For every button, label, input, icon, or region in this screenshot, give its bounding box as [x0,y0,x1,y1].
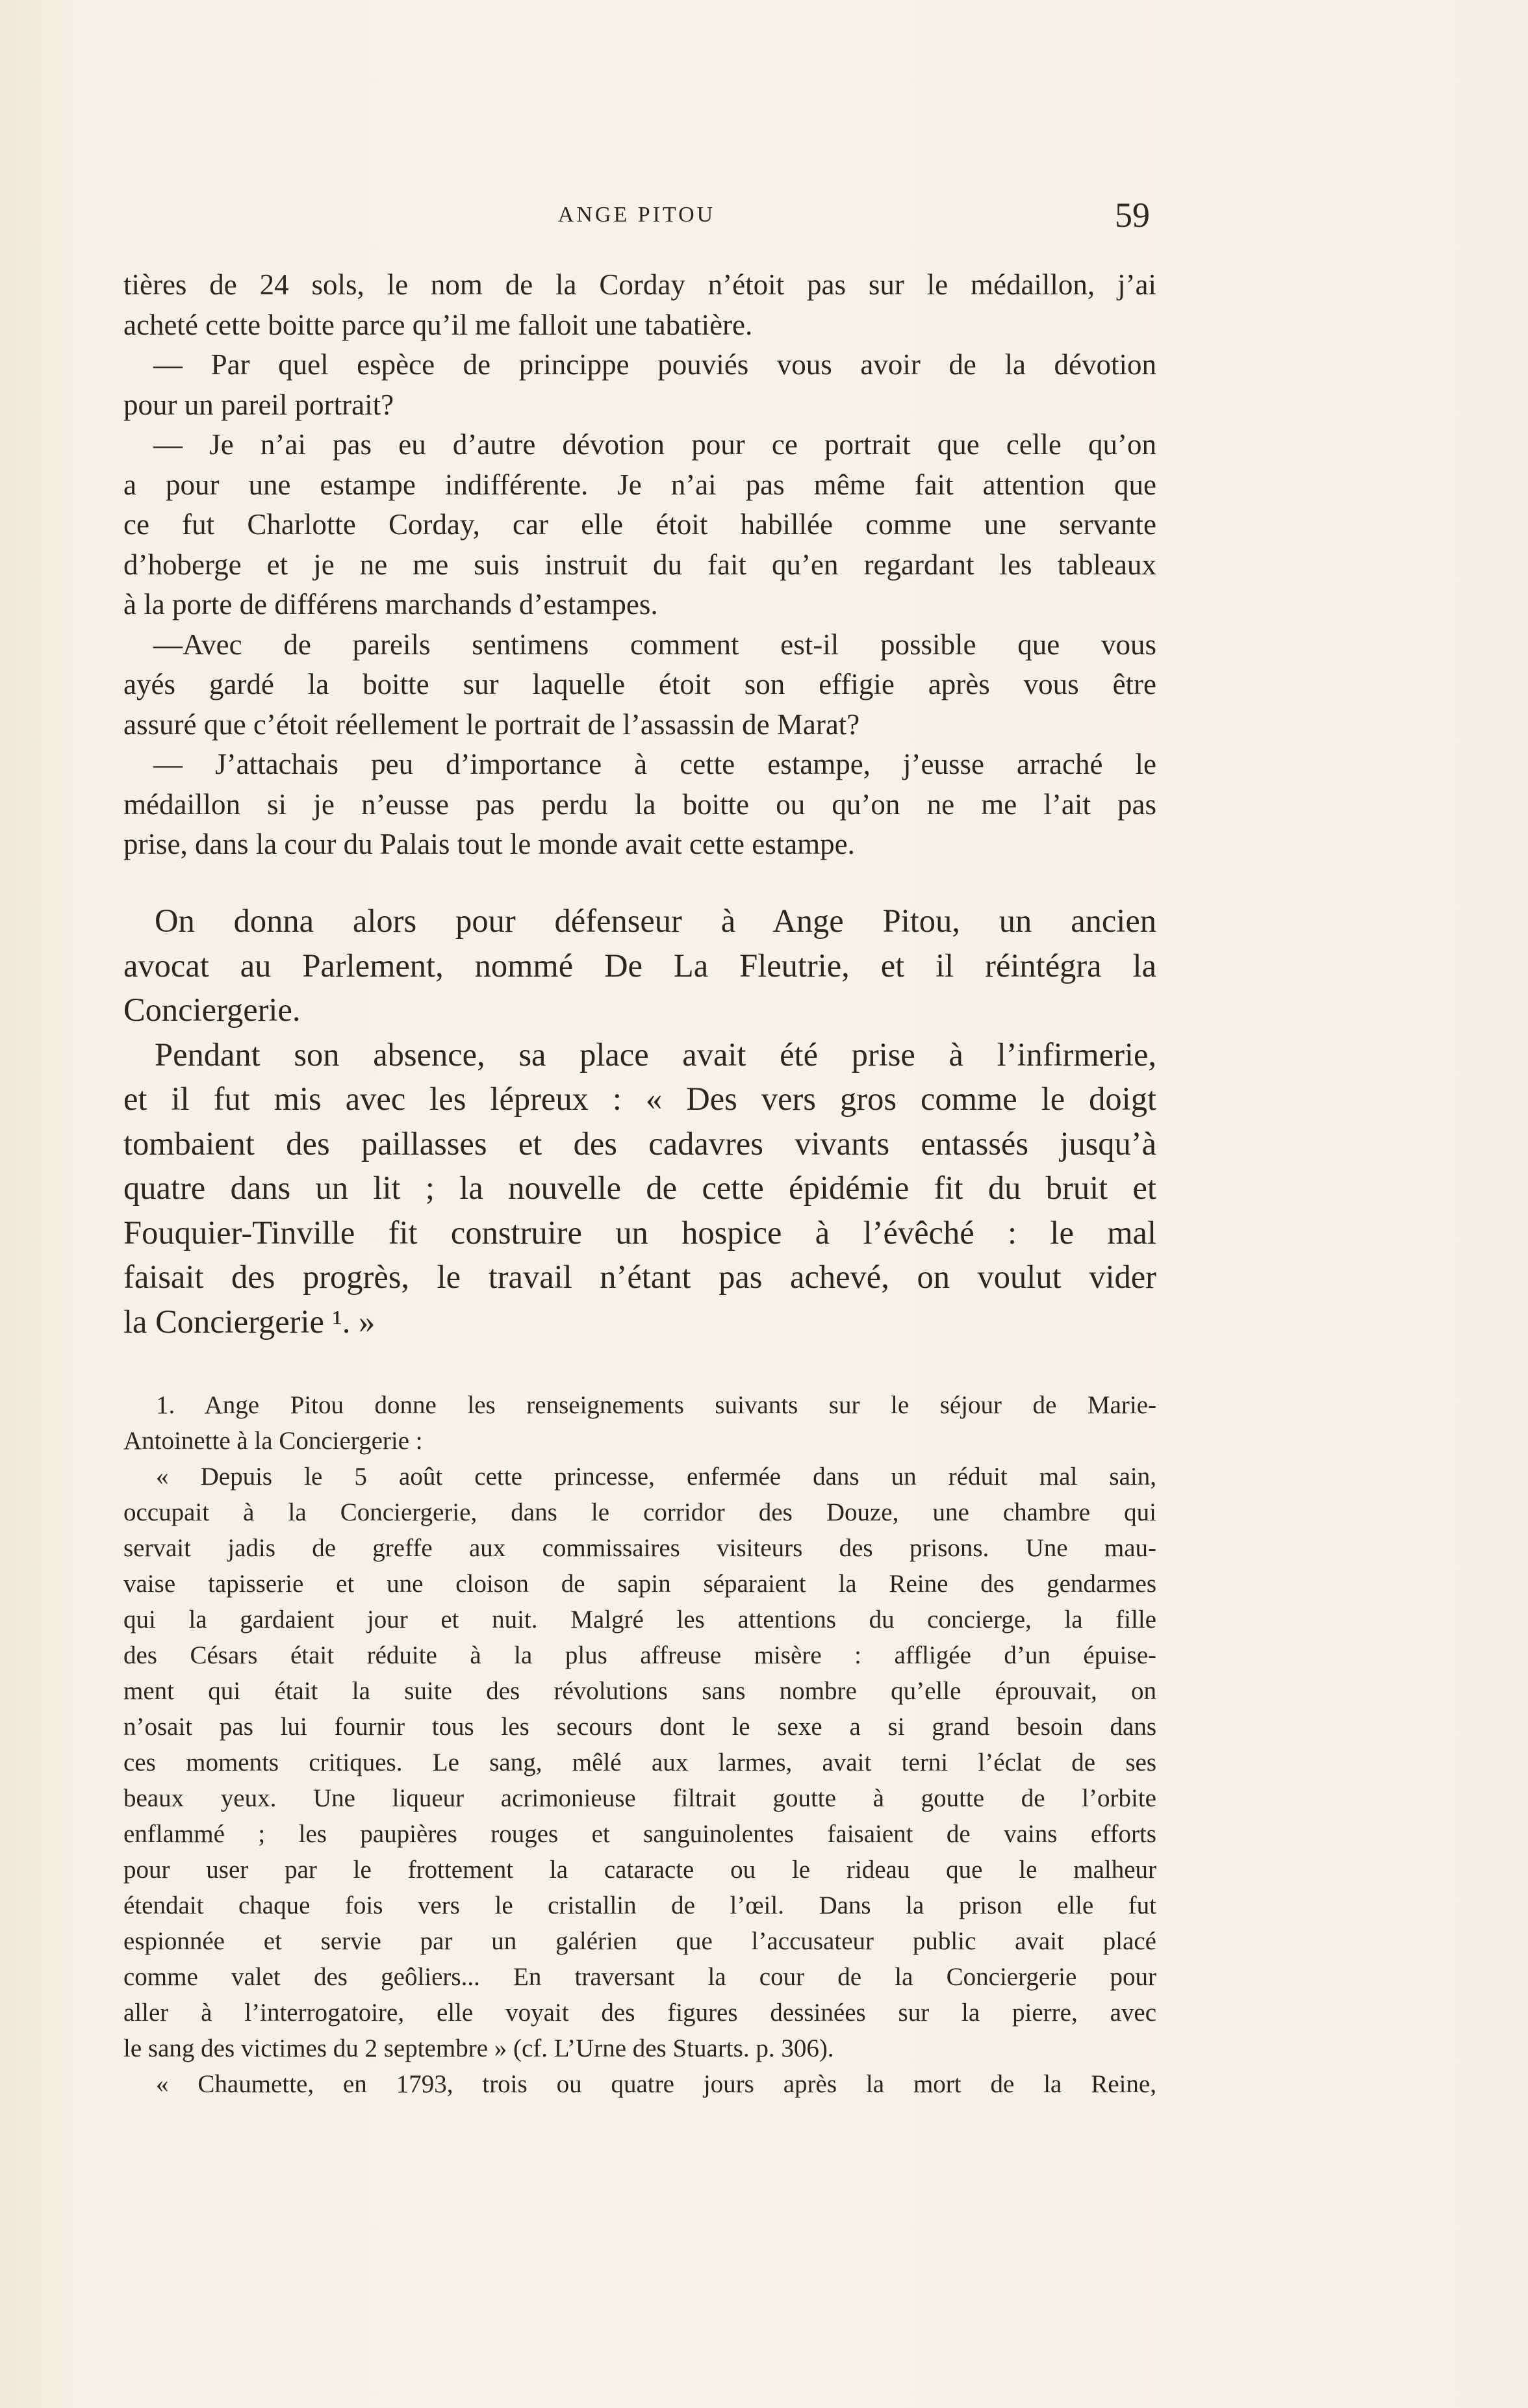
footnote-line: aller à l’interrogatoire, elle voyait des figures dessinées sur la pierre, avec [123,1999,1156,2027]
text-line: la Conciergerie ¹. » [123,1303,376,1340]
footnote-line: occupait à la Conciergerie, dans le corridor des Douze, une chambre qui [123,1498,1156,1526]
text-line: tombaient des paillasses et des cadavres vivants entassés jusqu’à [123,1125,1156,1162]
footnote-line: pour user par le frottement la cataracte ou le rideau que le malheur [123,1856,1156,1884]
text-line: quatre dans un lit ; la nouvelle de cette épidémie fit du bruit et [123,1170,1156,1206]
text-line: —Avec de pareils sentimens comment est-il possible que vous [153,628,1156,661]
text-line: avocat au Parlement, nommé De La Fleutrie, et il réintégra la [123,947,1156,984]
footnote-line: vaise tapisserie et une cloison de sapin séparaient la Reine des gendarmes [123,1570,1156,1598]
text-line: — Je n’ai pas eu d’autre dévotion pour ce portrait que celle qu’on [153,428,1156,461]
page-number: 59 [1115,196,1150,235]
text-line: à la porte de différens marchands d’estampes. [123,588,658,621]
footnote-line: n’osait pas lui fournir tous les secours dont le sexe a si grand besoin dans [123,1713,1156,1741]
text-line: d’hoberge et je ne me suis instruit du fait qu’en regardant les tableaux [123,548,1156,581]
text-line: faisait des progrès, le travail n’étant pas achevé, on voulut vider [123,1259,1156,1295]
text-line: tières de 24 sols, le nom de la Corday n’étoit pas sur le médaillon, j’ai [123,268,1156,301]
running-head [123,195,1150,247]
footnote-line: le sang des victimes du 2 septembre » (cf. L’Urne des Stuarts. p. 306). [123,2034,834,2062]
footnote-line: servait jadis de greffe aux commissaires visiteurs des prisons. Une mau- [123,1534,1156,1562]
footnote-line: espionnée et servie par un galérien que l’accusateur public avait placé [123,1927,1156,1955]
footnote-line: 1. Ange Pitou donne les renseignements suivants sur le séjour de Marie- [156,1391,1156,1419]
text-line: ayés gardé la boitte sur laquelle étoit son effigie après vous être [123,668,1156,700]
footnotes-block [123,1387,1156,2102]
text-line: Conciergerie. [123,992,301,1028]
footnote-line: Antoinette à la Conciergerie : [123,1427,423,1455]
text-line: — J’attachais peu d’importance à cette estampe, j’eusse arraché le [153,748,1156,780]
text-line: Pendant son absence, sa place avait été prise à l’infirmerie, [155,1036,1156,1073]
footnote-line: ment qui était la suite des révolutions sans nombre qu’elle éprouvait, on [123,1677,1156,1705]
footnote-line: « Chaumette, en 1793, trois ou quatre jours après la mort de la Reine, [156,2070,1156,2098]
text-line: ce fut Charlotte Corday, car elle étoit habillée comme une servante [123,508,1156,541]
footnote-line: comme valet des geôliers... En traversant la cour de la Conciergerie pour [123,1963,1156,1991]
footnote-line: étendait chaque fois vers le cristallin de l’œil. Dans la prison elle fut [123,1891,1156,1919]
footnote-line: qui la gardaient jour et nuit. Malgré les attentions du concierge, la fille [123,1606,1156,1633]
text-line: Fouquier-Tinville fit construire un hospice à l’évêché : le mal [123,1214,1156,1251]
text-line: On donna alors pour défenseur à Ange Pitou, un ancien [155,903,1156,939]
dialogue-block [123,265,1156,865]
text-line: a pour une estampe indifférente. Je n’ai pas même fait attention que [123,468,1156,501]
running-title: ANGE PITOU [557,203,716,227]
text-line: — Par quel espèce de princippe pouviés vous avoir de la dévotion [153,348,1156,381]
footnote-line: enflammé ; les paupières rouges et sanguinolentes faisaient de vains efforts [123,1820,1156,1848]
text-line: et il fut mis avec les lépreux : « Des vers gros comme le doigt [123,1081,1156,1117]
footnote-line: « Depuis le 5 août cette princesse, enfermée dans un réduit mal sain, [156,1463,1156,1491]
text-line: pour un pareil portrait? [123,388,394,421]
text-line: assuré que c’étoit réellement le portrait de l’assassin de Marat? [123,708,860,741]
text-line: médaillon si je n’eusse pas perdu la boitte ou qu’on ne me l’ait pas [123,788,1156,821]
footnote-line: beaux yeux. Une liqueur acrimonieuse filtrait goutte à goutte de l’orbite [123,1784,1156,1812]
text-line: acheté cette boitte parce qu’il me falloit une tabatière. [123,308,753,341]
text-line: prise, dans la cour du Palais tout le monde avait cette estampe. [123,828,855,860]
main-text-block [123,899,1156,1344]
footnote-line: ces moments critiques. Le sang, mêlé aux larmes, avait terni l’éclat de ses [123,1748,1156,1776]
footnote-line: des Césars était réduite à la plus affreuse misère : affligée d’un épuise- [123,1641,1156,1669]
